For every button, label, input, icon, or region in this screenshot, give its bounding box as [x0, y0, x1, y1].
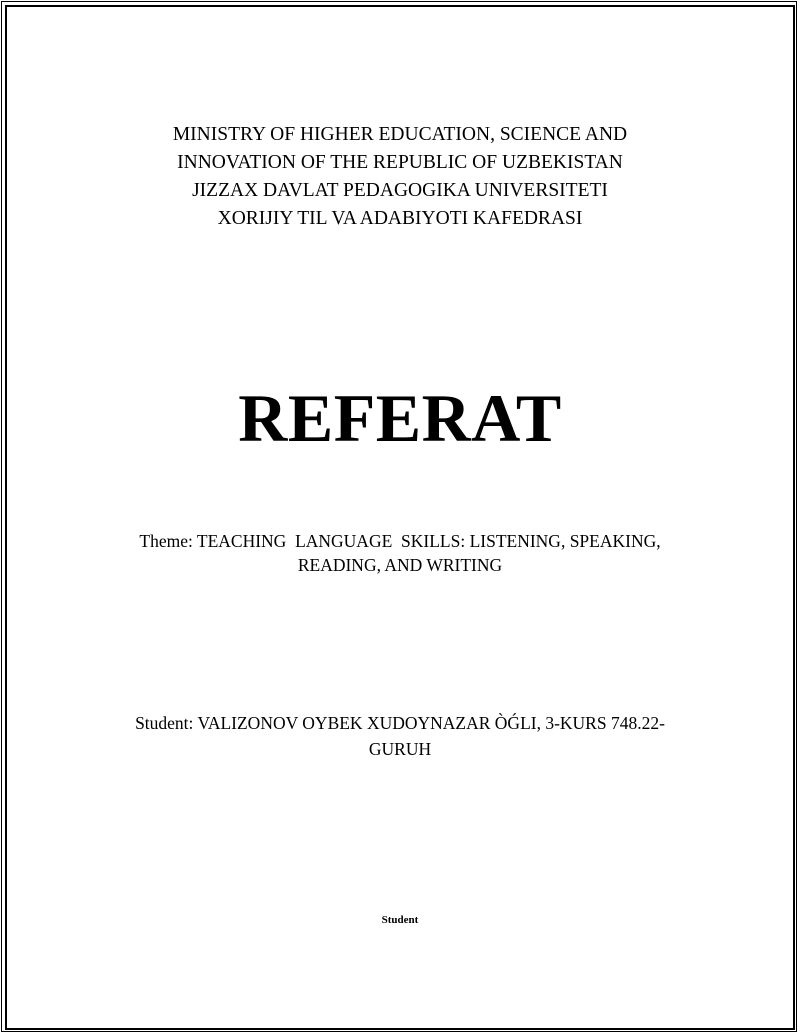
document-title: REFERAT	[238, 380, 562, 456]
header-line-department: XORIJIY TIL VA ADABIYOTI KAFEDRASI	[217, 208, 583, 229]
student-line-1: Student: VALIZONOV OYBEK XUDOYNAZAR ÒǴLI, 3-KURS 748.22-	[135, 713, 665, 733]
theme-block	[0, 529, 800, 577]
student-info	[0, 710, 800, 762]
institution-header	[0, 121, 800, 233]
theme-line-2: READING, AND WRITING	[297, 555, 503, 575]
header-line-university: JIZZAX DAVLAT PEDAGOGIKA UNIVERSITETI	[192, 180, 608, 201]
footer-student-label: Student	[381, 914, 419, 926]
header-line-republic: INNOVATION OF THE REPUBLIC OF UZBEKISTAN	[177, 152, 623, 173]
theme-line-1: Theme: TEACHING LANGUAGE SKILLS: LISTENING, SPEAKING,	[139, 531, 661, 551]
student-line-2: GURUH	[368, 739, 432, 759]
header-line-ministry: MINISTRY OF HIGHER EDUCATION, SCIENCE AND	[172, 124, 628, 145]
